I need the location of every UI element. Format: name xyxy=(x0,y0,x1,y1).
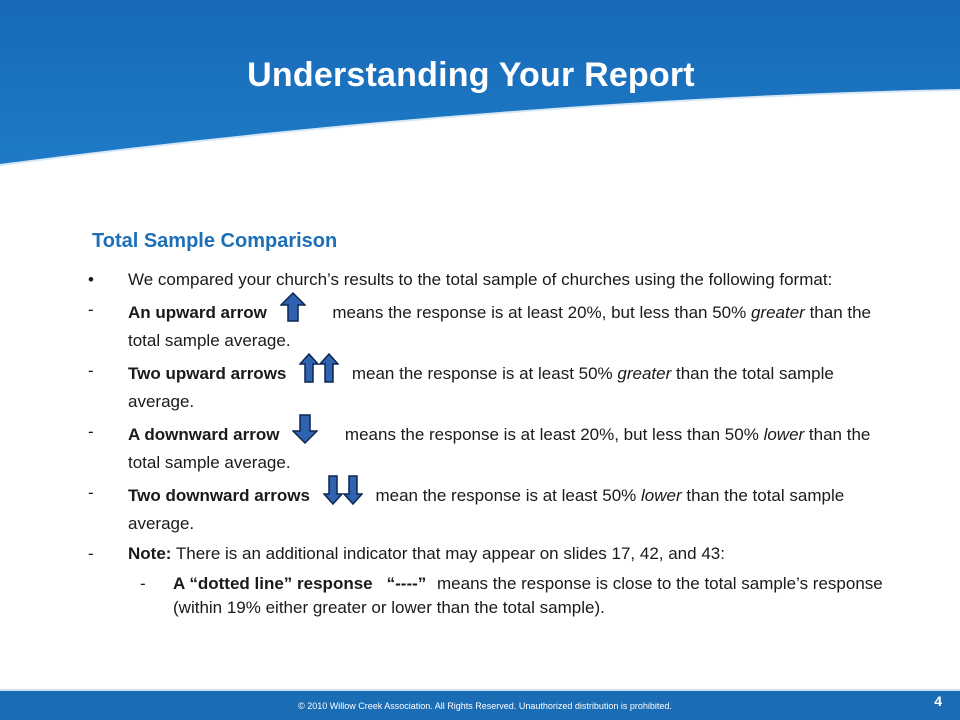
note-text: There is an additional indicator that may appear on slides 17, 42, and 43: xyxy=(175,544,725,563)
dotted-line-item xyxy=(88,572,888,620)
legend-text: mean the response is at least 50% xyxy=(351,363,618,383)
double-down-arrow-icon xyxy=(323,475,363,512)
dash-marker: - xyxy=(140,574,146,593)
legend-label: A downward arrow xyxy=(128,424,280,444)
legend-item-double-up xyxy=(88,359,888,414)
bullet-item xyxy=(88,268,888,292)
legend-text-end: than the total sample average. xyxy=(128,363,834,411)
note-label: Note: xyxy=(128,544,172,563)
legend-emphasis: lower xyxy=(641,485,682,505)
legend-label: An upward arrow xyxy=(128,302,267,322)
dash-marker: - xyxy=(88,300,94,319)
up-arrow-icon xyxy=(280,292,306,329)
bullet-text: We compared your church’s results to the total sample of churches using the following format: xyxy=(128,270,833,289)
legend-item-up xyxy=(88,298,888,353)
legend-emphasis: lower xyxy=(763,424,805,444)
dash-marker: - xyxy=(88,483,94,502)
legend-item-double-down xyxy=(88,481,888,536)
legend-label: Two downward arrows xyxy=(128,485,310,505)
copyright-notice: © 2010 Willow Creek Association. All Rights Reserved. Unauthorized distribution is prohibited. xyxy=(298,701,672,711)
bullet-marker: • xyxy=(88,270,94,289)
page-number: 4 xyxy=(934,693,942,709)
content-body xyxy=(88,268,888,626)
dash-marker: - xyxy=(88,544,94,563)
legend-text-end: than the total sample average. xyxy=(128,485,845,533)
legend-emphasis: greater xyxy=(617,363,672,383)
legend-label: Two upward arrows xyxy=(128,363,287,383)
legend-emphasis: greater xyxy=(750,302,805,322)
down-arrow-icon xyxy=(292,414,318,451)
note-item xyxy=(88,542,888,566)
legend-item-down xyxy=(88,420,888,475)
slide-title: Understanding Your Report xyxy=(247,56,695,94)
dotted-line-label: A “dotted line” response xyxy=(173,574,373,593)
double-up-arrow-icon xyxy=(299,353,339,390)
legend-text-end: than the total sample average. xyxy=(128,424,871,472)
header-banner xyxy=(0,0,960,200)
dash-marker: - xyxy=(88,422,94,441)
dash-marker: - xyxy=(88,361,94,380)
section-title: Total Sample Comparison xyxy=(92,230,338,252)
legend-text-end: than the total sample average. xyxy=(128,302,872,350)
legend-text: means the response is at least 20%, but less than 50% xyxy=(332,302,751,322)
legend-text: means the response is at least 20%, but less than 50% xyxy=(344,424,764,444)
legend-text: mean the response is at least 50% xyxy=(375,485,641,505)
dotted-line-indicator: “----” xyxy=(386,574,427,593)
dotted-line-text: means the response is close to the total sample’s response (within 19% either greater or lower than the total sample). xyxy=(173,574,883,617)
